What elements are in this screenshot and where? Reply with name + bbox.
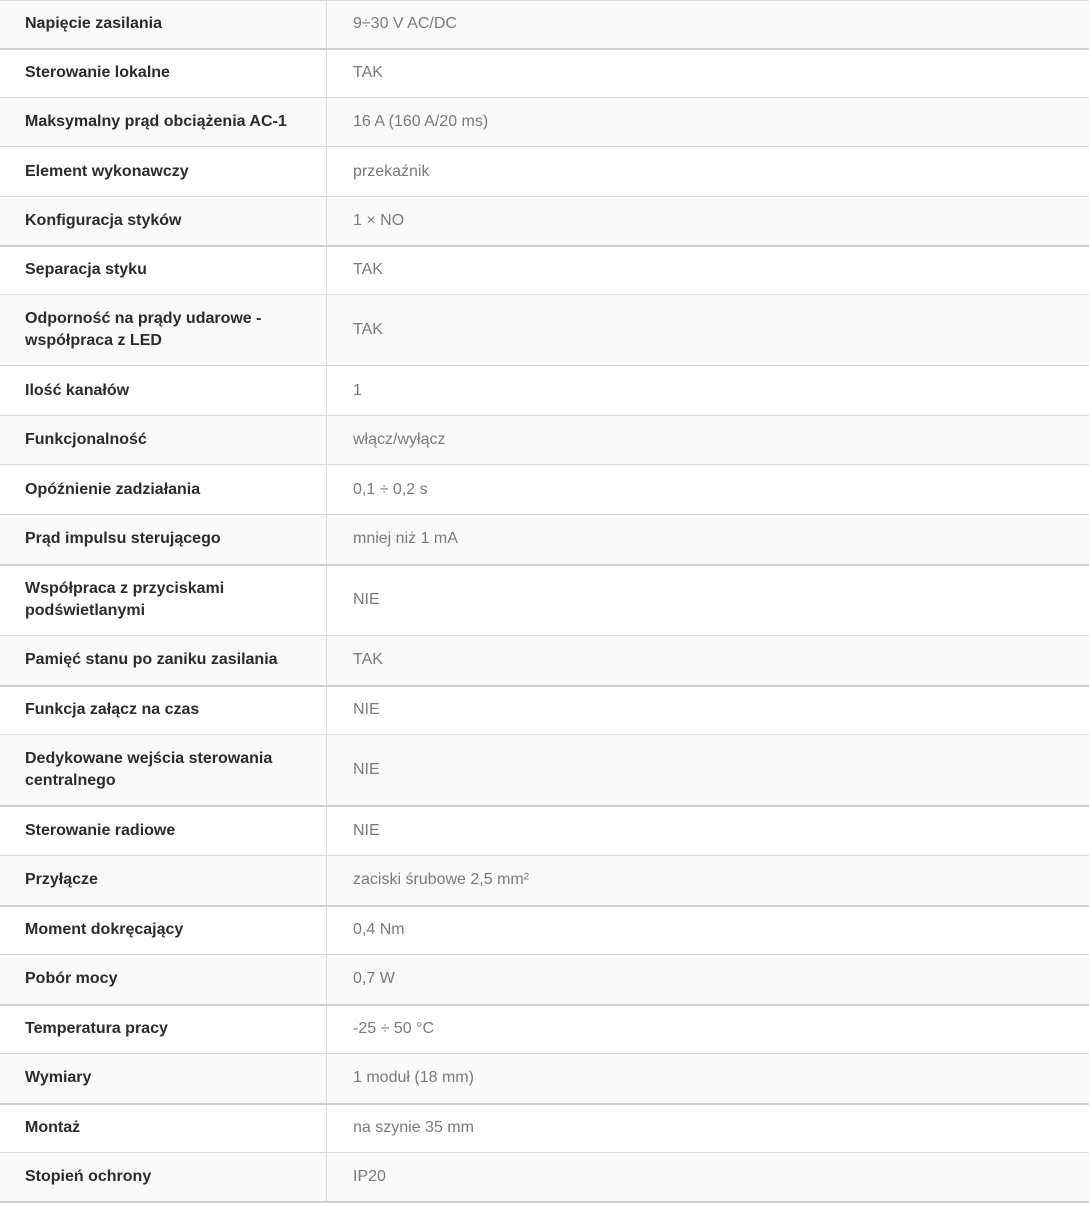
spec-value: NIE: [327, 735, 1089, 806]
table-row: [0, 1104, 1089, 1153]
spec-value: TAK: [327, 49, 1089, 98]
spec-value: 0,4 Nm: [327, 906, 1089, 955]
spec-value: 9÷30 V AC/DC: [327, 1, 1089, 49]
spec-label: Sterowanie radiowe: [0, 806, 327, 856]
table-row: [0, 246, 1089, 295]
spec-label: Element wykonawczy: [0, 147, 327, 197]
table-row: [0, 565, 1089, 636]
spec-label: Pamięć stanu po zaniku zasilania: [0, 636, 327, 686]
spec-label: Separacja styku: [0, 246, 327, 295]
spec-label: Opóźnienie zadziałania: [0, 465, 327, 515]
table-row: [0, 856, 1089, 906]
spec-value: 0,1 ÷ 0,2 s: [327, 465, 1089, 515]
table-row: [0, 636, 1089, 686]
table-row: [0, 1153, 1089, 1202]
spec-label: Moment dokręcający: [0, 906, 327, 955]
spec-value: mniej niż 1 mA: [327, 515, 1089, 565]
spec-label: Funkcjonalność: [0, 416, 327, 465]
spec-value: TAK: [327, 246, 1089, 295]
spec-label: Temperatura pracy: [0, 1005, 327, 1054]
spec-value: NIE: [327, 806, 1089, 856]
spec-value: NIE: [327, 565, 1089, 636]
spec-label: Ilość kanałów: [0, 366, 327, 416]
spec-value: 16 A (160 A/20 ms): [327, 98, 1089, 147]
spec-label: Konfiguracja styków: [0, 197, 327, 246]
table-row: [0, 197, 1089, 246]
spec-value: TAK: [327, 295, 1089, 366]
spec-label: Prąd impulsu sterującego: [0, 515, 327, 565]
spec-value: IP20: [327, 1153, 1089, 1202]
spec-label: Napięcie zasilania: [0, 1, 327, 49]
table-row: [0, 955, 1089, 1005]
spec-label: Funkcja załącz na czas: [0, 686, 327, 735]
table-row: [0, 515, 1089, 565]
spec-label: Sterowanie lokalne: [0, 49, 327, 98]
table-row: [0, 735, 1089, 806]
table-row: [0, 686, 1089, 735]
spec-label: Dedykowane wejścia sterowania centralnego: [0, 735, 327, 806]
spec-table-body: [0, 1, 1089, 1202]
spec-value: 1: [327, 366, 1089, 416]
table-row: [0, 906, 1089, 955]
table-row: [0, 416, 1089, 465]
spec-value: przekaźnik: [327, 147, 1089, 197]
table-row: [0, 1005, 1089, 1054]
table-row: [0, 147, 1089, 197]
table-row: [0, 49, 1089, 98]
spec-value: na szynie 35 mm: [327, 1104, 1089, 1153]
table-row: [0, 1054, 1089, 1104]
table-row: [0, 465, 1089, 515]
table-row: [0, 366, 1089, 416]
spec-value: włącz/wyłącz: [327, 416, 1089, 465]
spec-value: 0,7 W: [327, 955, 1089, 1005]
spec-label: Odporność na prądy udarowe - współpraca z LED: [0, 295, 327, 366]
spec-label: Wymiary: [0, 1054, 327, 1104]
spec-label: Przyłącze: [0, 856, 327, 906]
spec-label: Stopień ochrony: [0, 1153, 327, 1202]
spec-value: 1 × NO: [327, 197, 1089, 246]
table-row: [0, 1, 1089, 49]
spec-value: NIE: [327, 686, 1089, 735]
spec-value: 1 moduł (18 mm): [327, 1054, 1089, 1104]
spec-label: Montaż: [0, 1104, 327, 1153]
table-row: [0, 98, 1089, 147]
table-row: [0, 295, 1089, 366]
spec-value: TAK: [327, 636, 1089, 686]
spec-value: -25 ÷ 50 °C: [327, 1005, 1089, 1054]
spec-label: Współpraca z przyciskami podświetlanymi: [0, 565, 327, 636]
spec-label: Maksymalny prąd obciążenia AC-1: [0, 98, 327, 147]
spec-label: Pobór mocy: [0, 955, 327, 1005]
table-row: [0, 806, 1089, 856]
spec-value: zaciski śrubowe 2,5 mm²: [327, 856, 1089, 906]
